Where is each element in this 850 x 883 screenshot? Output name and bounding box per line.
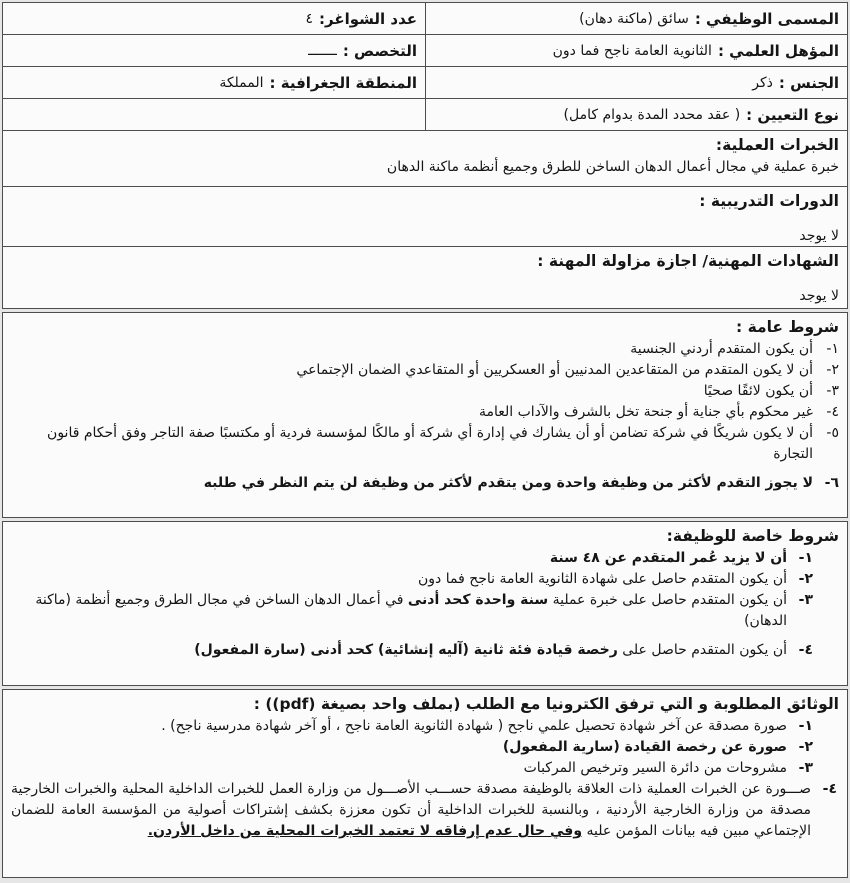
info-row-gender [3,66,847,98]
document-item [11,737,839,758]
item-number: ٦- [824,475,839,491]
courses-title: الدورات التدريبية : [699,192,839,210]
special-conditions-title: شروط خاصة للوظيفة: [666,527,839,545]
documents-title: الوثائق المطلوبة و التي ترفق الكترونيا مع الطلب (بملف واحد بصيغة (pdf)) : [253,695,839,713]
appointment-type-value: ( عقد محدد المدة بدوام كامل) [563,106,741,123]
item-number: ٢- [798,739,813,755]
section-experience [2,130,848,187]
specialty-cell [3,35,425,66]
item-number: ١- [798,718,813,734]
item-text-prefix: أن يكون المتقدم حاصل على [617,642,787,658]
gender-label: الجنس : [778,73,839,92]
experience-body: خبرة عملية في مجال أعمال الدهان الساخن للطرق وجميع أنظمة ماكنة الدهان [386,159,839,175]
region-value: المملكة [219,74,264,91]
vacancies-label: عدد الشواغر: [319,9,417,28]
special-condition-item [11,590,839,632]
item-number: ٣- [798,760,813,776]
item-number: ١- [798,550,813,566]
general-condition-item [11,360,839,381]
info-row-qualification [3,34,847,66]
info-row-appointment-type [3,98,847,130]
job-title-cell [425,3,847,34]
item-number: ٤- [826,404,839,420]
appointment-type-cell [425,99,847,130]
item-text: أن لا يزيد عُمر المتقدم عن ٤٨ سنة [549,550,787,566]
specialty-label: التخصص : [342,41,417,60]
special-condition-item [11,569,839,590]
section-required-documents [2,689,848,878]
item-text: صورة عن رخصة القيادة (سارية المفعول) [502,739,787,755]
info-row-job-title [3,3,847,34]
vacancies-cell [3,3,425,34]
item-number: ١- [826,341,839,357]
item-text-bold-underline: وفي حال عدم إرفاقه لا تعتمد الخبرات المحلية من داخل الأردن. [147,823,583,839]
special-condition-item [11,640,839,661]
general-condition-item [11,473,839,494]
qualification-cell [425,35,847,66]
item-number: ٥- [826,425,839,441]
general-condition-item [11,381,839,402]
certificates-body: لا يوجد [799,288,839,304]
item-text: أن يكون المتقدم أردني الجنسية [630,341,813,357]
item-text-bold: سنة واحدة كحد أدنى [407,592,549,608]
item-text: مشروحات من دائرة السير وترخيص المركبات [523,760,787,776]
vacancies-count: ٤ [305,10,313,27]
gender-cell [425,67,847,98]
general-condition-item [11,339,839,360]
document-item [11,779,839,842]
general-condition-item [11,402,839,423]
qualification-label: المؤهل العلمي : [717,41,839,60]
item-text: أن يكون المتقدم حاصل على شهادة الثانوية العامة ناجح فما دون [417,571,787,587]
item-number: ٣- [798,592,813,608]
item-text: غير محكوم بأي جناية أو جنحة تخل بالشرف والآداب العامة [478,404,813,420]
item-text: لا يجوز التقدم لأكثر من وظيفة واحدة ومن يتقدم لأكثر من وظيفة لن يتم النظر في طلبه [203,475,813,491]
section-certificates [2,246,848,309]
general-condition-item [11,423,839,465]
item-number: ٢- [826,362,839,378]
document-item [11,716,839,737]
section-general-conditions [2,312,848,518]
certificates-title: الشهادات المهنية/ اجازة مزاولة المهنة : [537,252,839,270]
qualification-value: الثانوية العامة ناجح فما دون [552,42,712,59]
section-courses [2,186,848,247]
item-number: ٣- [826,383,839,399]
section-special-conditions [2,521,848,686]
courses-body: لا يوجد [799,228,839,244]
item-number: ٢- [798,571,813,587]
empty-cell [3,99,425,130]
item-text [11,590,787,632]
item-text: أن لا يكون شريكًا في شركة تضامن أو أن يشارك في إدارة أي شركة أو مالكًا لمؤسسة فردية أو مكتسبًا صفة التاجر وفق أحكام قانون التجارة [47,425,813,462]
item-text [11,779,811,842]
item-number: ٤- [822,781,837,797]
experience-title: الخبرات العملية: [715,136,839,154]
specialty-value: ـــــــ [308,42,337,59]
job-title-label: المسمى الوظيفي : [694,9,839,28]
special-condition-item [11,548,839,569]
item-text: أن يكون لائقًا صحيًا [703,383,813,399]
document-item [11,758,839,779]
item-text [11,640,787,661]
item-text: أن لا يكون المتقدم من المتقاعدين المدنيين أو العسكريين أو المتقاعدي الضمان الإجتماعي [296,362,813,378]
item-text: صورة مصدقة عن آخر شهادة تحصيل علمي ناجح ( شهادة الثانوية العامة ناجح ، أو آخر شهادة مدرسية ناجح) . [161,718,787,734]
job-title-value: سائق (ماكنة دهان) [579,10,689,27]
info-table [2,2,848,131]
item-text-bold: رخصة قيادة فئة ثانية (آليه إنشائية) كحد أدنى (سارة المفعول) [194,642,618,658]
item-number: ٤- [798,642,813,658]
general-conditions-title: شروط عامة : [735,318,839,336]
item-text-prefix: أن يكون المتقدم حاصل على خبرة عملية [548,592,787,608]
appointment-type-label: نوع التعيين : [746,105,839,124]
region-label: المنطقة الجغرافية : [269,73,417,92]
gender-value: ذكر [752,74,773,91]
item-text-suffix: في أعمال الدهان الساخن في مجال الطرق وجميع أنظمة (ماكنة الدهان) [35,592,787,629]
item-text-prefix: صـــورة عن الخبرات العملية ذات العلاقة بالوظيفة مصدقة حســـب الأصـــول من وزارة العمل للخبرات الداخلية المحلية والخبرات الخارجية مصدقة من وزارة الخارجية الأردنية ، وبالنسبة للخبرات الداخلية أن تكون معززة بكشف إشتراكات أصولية من المؤسسة العامة للضمان الإجتماعي مبين فيه بيانات المؤمن عليه [11,781,811,839]
region-cell [3,67,425,98]
